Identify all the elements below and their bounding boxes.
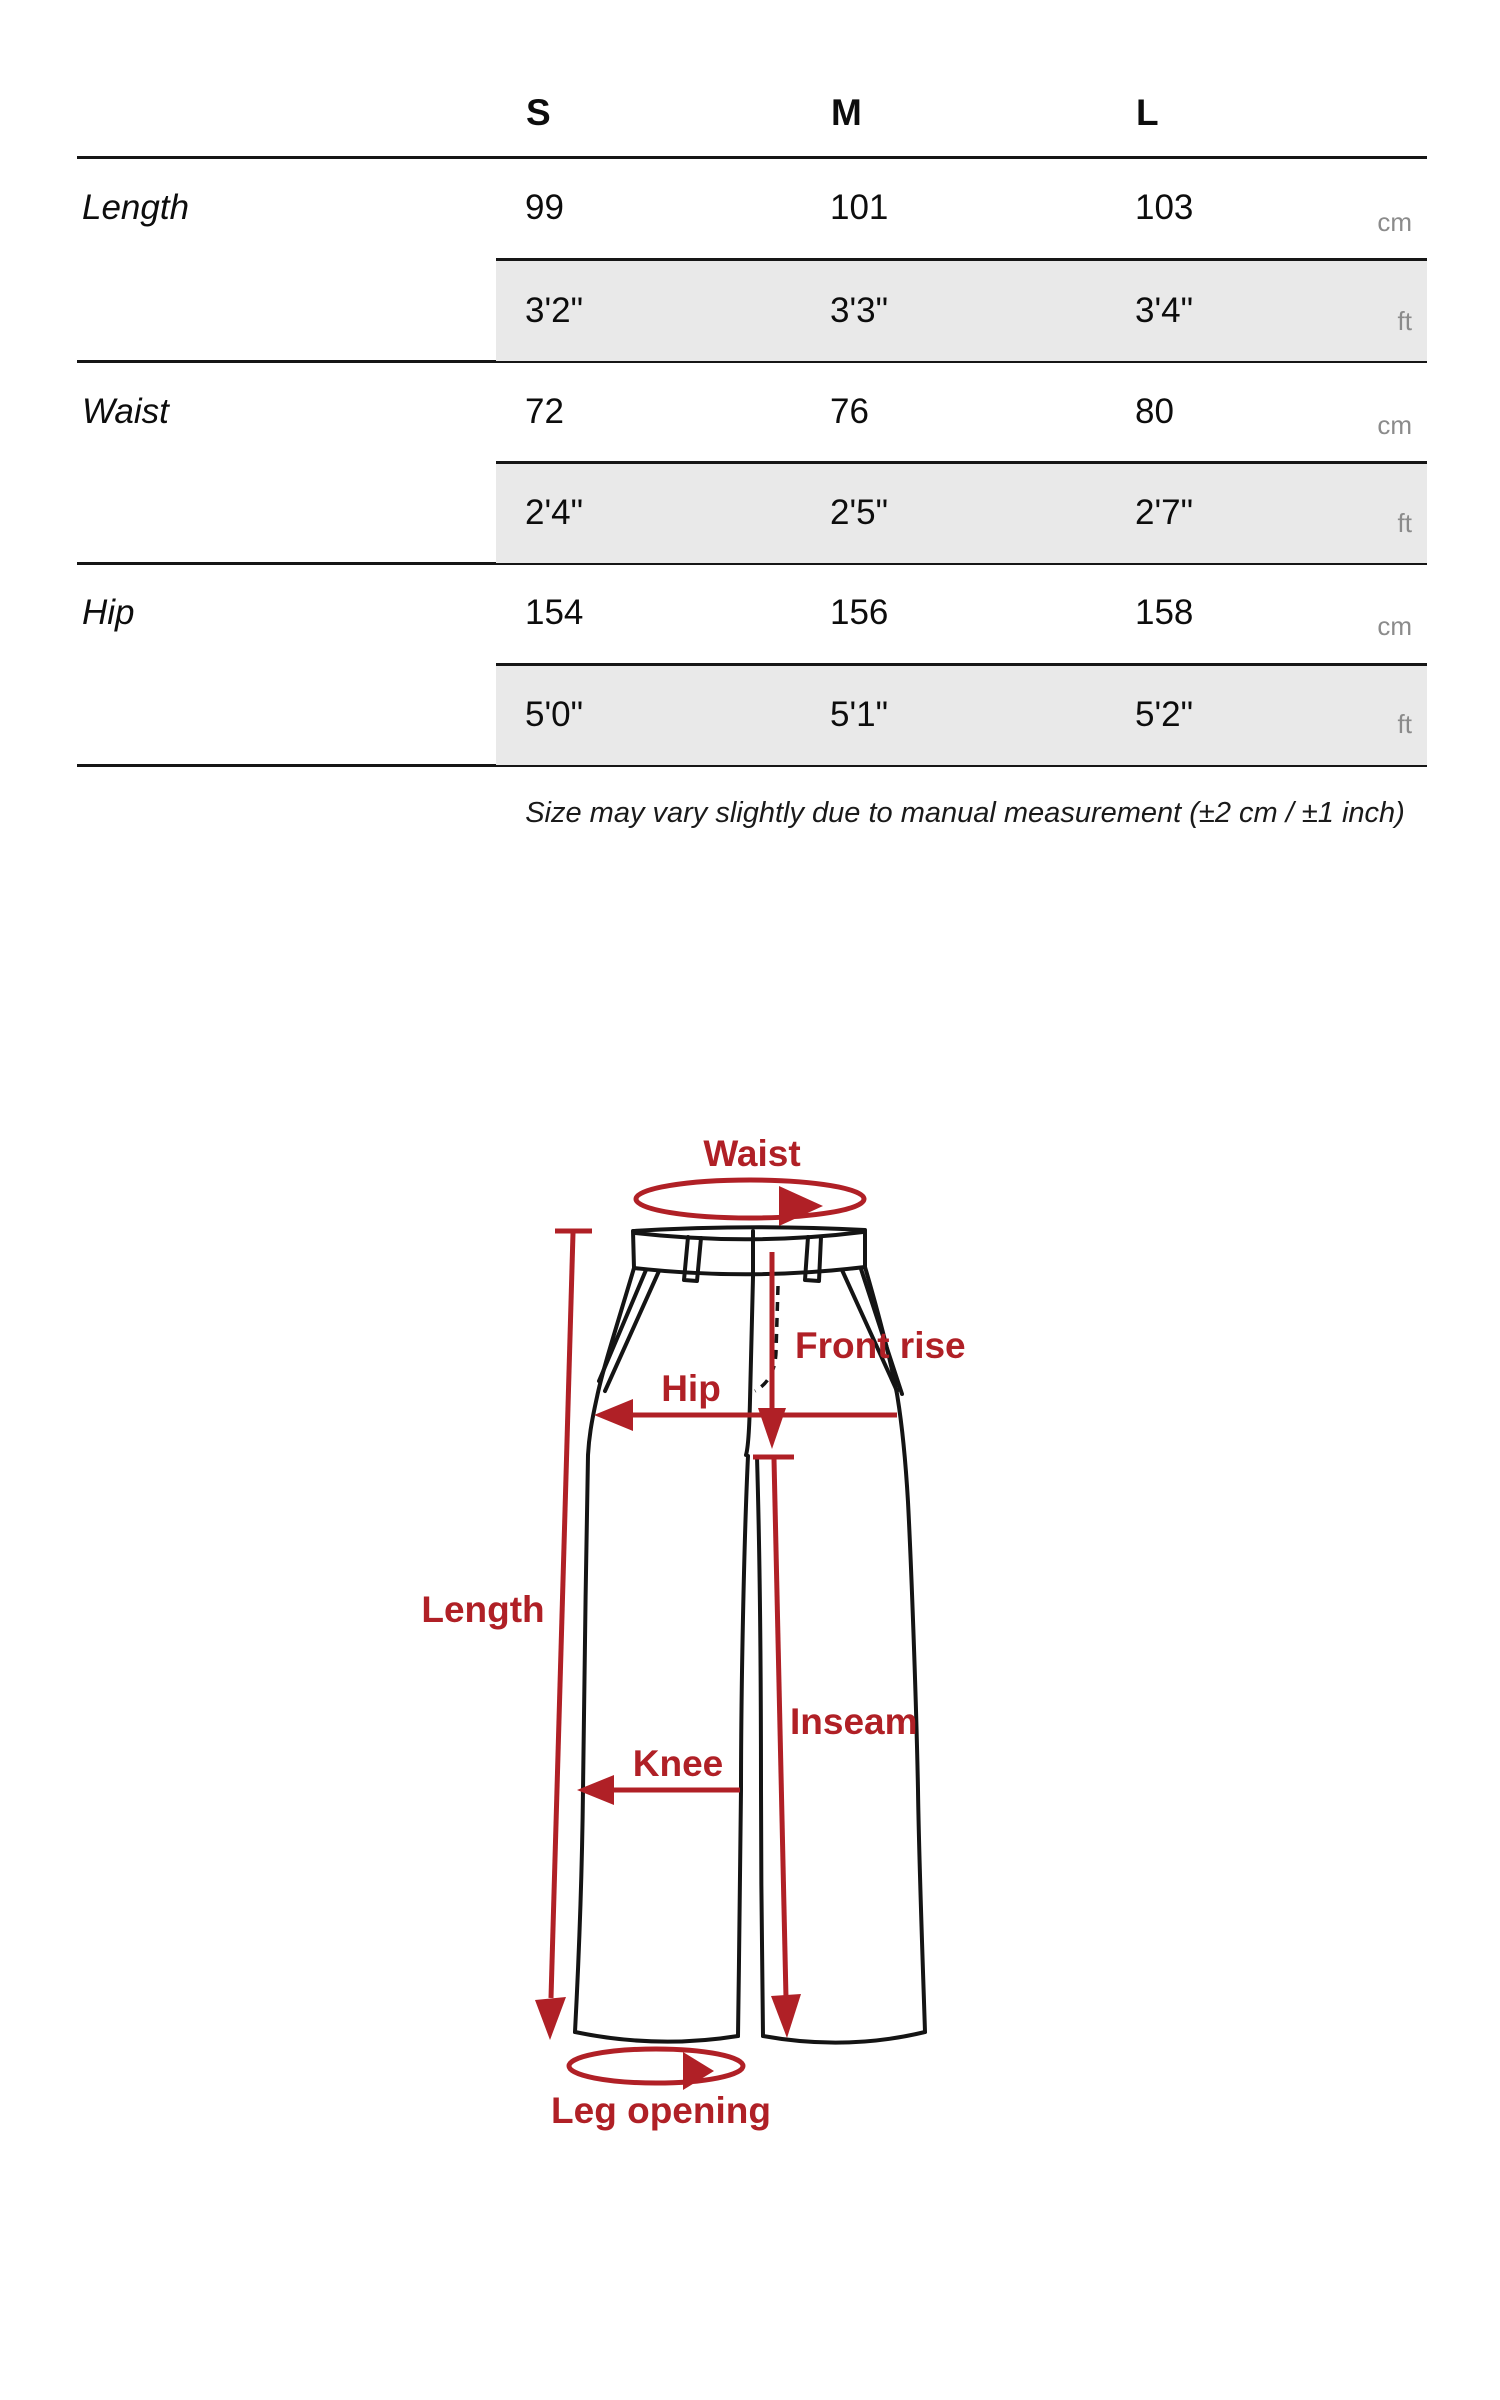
inseam-arrow-icon bbox=[771, 1994, 801, 2038]
waistband-inner-seam bbox=[635, 1232, 863, 1239]
cell-hip-ft-l: 5'2" bbox=[1135, 695, 1194, 734]
row-label-length: Length bbox=[82, 188, 190, 227]
cell-waist-cm-l: 80 bbox=[1135, 392, 1174, 431]
unit-cm: cm bbox=[1377, 611, 1412, 641]
label-knee: Knee bbox=[632, 1743, 724, 1784]
cell-length-ft-s: 3'2" bbox=[525, 291, 584, 330]
cell-waist-cm-m: 76 bbox=[830, 392, 869, 431]
col-header-s: S bbox=[526, 92, 551, 133]
cell-length-cm-s: 99 bbox=[525, 188, 564, 227]
leg-opening-ellipse bbox=[569, 2049, 743, 2083]
row-label-hip: Hip bbox=[82, 593, 135, 632]
cell-waist-ft-m: 2'5" bbox=[830, 493, 889, 532]
cell-waist-ft-s: 2'4" bbox=[525, 493, 584, 532]
label-hip: Hip bbox=[661, 1368, 721, 1409]
cell-length-cm-l: 103 bbox=[1135, 188, 1194, 227]
cell-hip-cm-l: 158 bbox=[1135, 593, 1194, 632]
cell-hip-ft-s: 5'0" bbox=[525, 695, 584, 734]
front-rise-arrow-icon bbox=[758, 1408, 786, 1449]
label-inseam: Inseam bbox=[790, 1701, 918, 1742]
fly-stitch-dashed bbox=[755, 1286, 778, 1391]
unit-cm: cm bbox=[1377, 410, 1412, 440]
measurement-note: Size may vary slightly due to manual measurement (±2 cm / ±1 inch) bbox=[525, 797, 1405, 829]
unit-cm: cm bbox=[1377, 207, 1412, 237]
waist-arrow-icon bbox=[779, 1186, 823, 1226]
unit-ft: ft bbox=[1397, 709, 1412, 739]
left-hem bbox=[575, 2032, 738, 2042]
right-outer-seam bbox=[865, 1267, 925, 2032]
right-inner-seam bbox=[757, 1457, 763, 2036]
cell-length-ft-l: 3'4" bbox=[1135, 291, 1194, 330]
cell-hip-cm-s: 154 bbox=[525, 593, 584, 632]
label-front-rise: Front rise bbox=[795, 1325, 966, 1366]
unit-ft: ft bbox=[1397, 306, 1412, 336]
row-label-waist: Waist bbox=[82, 392, 169, 431]
col-header-l: L bbox=[1136, 92, 1159, 133]
leg-opening-arrow-icon bbox=[683, 2052, 714, 2090]
label-waist: Waist bbox=[703, 1133, 801, 1174]
label-leg-opening: Leg opening bbox=[551, 2090, 771, 2131]
cell-length-cm-m: 101 bbox=[830, 188, 889, 227]
label-length: Length bbox=[421, 1589, 545, 1630]
hip-arrow-icon bbox=[594, 1399, 633, 1431]
length-arrow-icon bbox=[535, 1997, 566, 2040]
length-line bbox=[551, 1233, 573, 1998]
fly-center-seam bbox=[746, 1277, 753, 1455]
cell-hip-cm-m: 156 bbox=[830, 593, 889, 632]
cell-waist-ft-l: 2'7" bbox=[1135, 493, 1194, 532]
left-inner-seam bbox=[738, 1456, 748, 2036]
cell-waist-cm-s: 72 bbox=[525, 392, 564, 431]
unit-ft: ft bbox=[1397, 508, 1412, 538]
left-outer-seam bbox=[575, 1268, 634, 2032]
inseam-line bbox=[774, 1459, 786, 1998]
col-header-m: M bbox=[831, 92, 862, 133]
measurement-lines bbox=[551, 1180, 897, 2083]
belt-loop-right bbox=[805, 1237, 821, 1281]
cell-length-ft-m: 3'3" bbox=[830, 291, 889, 330]
cell-hip-ft-m: 5'1" bbox=[830, 695, 889, 734]
waist-girth-ellipse bbox=[636, 1180, 864, 1218]
